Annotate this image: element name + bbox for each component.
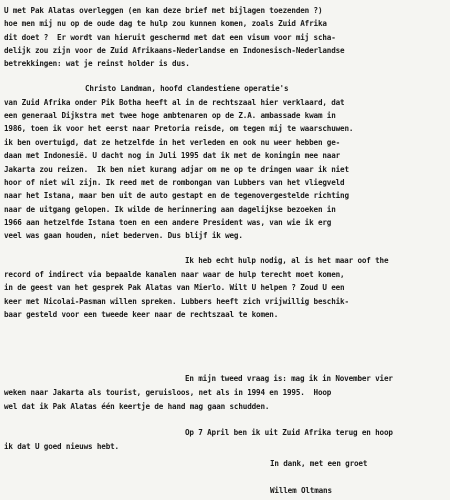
text-line: betrekkingen: wat je reinst holder is dus. [4,59,190,68]
text-line: En mijn tweed vraag is: mag ik in November vier [185,374,393,383]
text-line: naar het Istana, maar ben uit de auto gestapt en de tegenovergestelde richting [4,191,349,200]
text-line: Ik heb echt hulp nodig, al is het maar oof the [185,256,389,265]
text-line: ik dat U goed nieuws hebt. [4,442,119,451]
closing-line: In dank, met een groet [270,459,368,468]
text-line: baar gesteld voor een tweede keer naar de rechtszaal te komen. [4,310,279,319]
text-line: Op 7 April ben ik uit Zuid Afrika terug en hoop [185,428,393,437]
text-line: daan met Indonesië. U dacht nog in Juli 1995 dat ik met de koningin mee naar [4,151,341,160]
text-line: wel dat ik Pak Alatas één keertje de hand mag gaan schudden. [4,402,270,411]
signature-name: Willem Oltmans [270,486,332,495]
text-line: van Zuid Afrika onder Pik Botha heeft al in de rechtszaal hier verklaard, dat [4,98,345,107]
text-line: weken naar Jakarta als tourist, geruisloos, net als in 1994 en 1995. Hoop [4,388,332,397]
text-line: 1966 aan hetzelfde Istana toen en een andere President was, van wie ik erg [4,218,332,227]
text-line: hoe men mij nu op de oude dag te hulp zou kunnen komen, zoals Zuid Afrika [4,19,327,28]
text-line: delijk zou zijn voor de Zuid Afrikaans-Nederlandse en Indonesisch-Nederlandse [4,46,345,55]
text-line: veel was gaan houden, niet bederven. Dus blijf ik weg. [4,231,243,240]
text-line: dit doet ? Er wordt van hieruit geschermd met dat een visum voor mij scha- [4,33,336,42]
text-line: U met Pak Alatas overleggen (en kan deze brief met bijlagen toezenden ?) [4,6,323,15]
text-line: Jakarta zou reizen. Ik ben niet kurang adjar om me op te dringen waar ik niet [4,165,349,174]
text-line: een generaal Dijkstra met twee hoge ambtenaren op de Z.A. ambassade kwam in [4,111,336,120]
text-line: Christo Landman, hoofd clandestiene operatie's [85,84,289,93]
text-line: keer met Nicolai-Pasman willen spreken. Lubbers heeft zich vrijwillig beschik- [4,297,349,306]
text-line: in de geest van het gesprek Pak Alatas van Mierlo. Wilt U helpen ? Zoud U een [4,283,345,292]
text-line: naar de uitgang gelopen. Ik wilde de herinnering aan dagelijkse bezoeken in [4,205,336,214]
text-line: 1986, toen ik voor het eerst naar Pretoria reisde, om tegen mij te waarschuwen. [4,124,354,133]
text-line: hoor of niet wil zijn. Ik reed met de rombongan van Lubbers van het vliegveld [4,178,345,187]
text-line: record of indirect via bepaalde kanalen naar waar de hulp terecht moet komen, [4,270,345,279]
text-line: ik ben overtuigd, dat ze hetzelfde in het verleden en ook nu weer hebben ge- [4,138,341,147]
